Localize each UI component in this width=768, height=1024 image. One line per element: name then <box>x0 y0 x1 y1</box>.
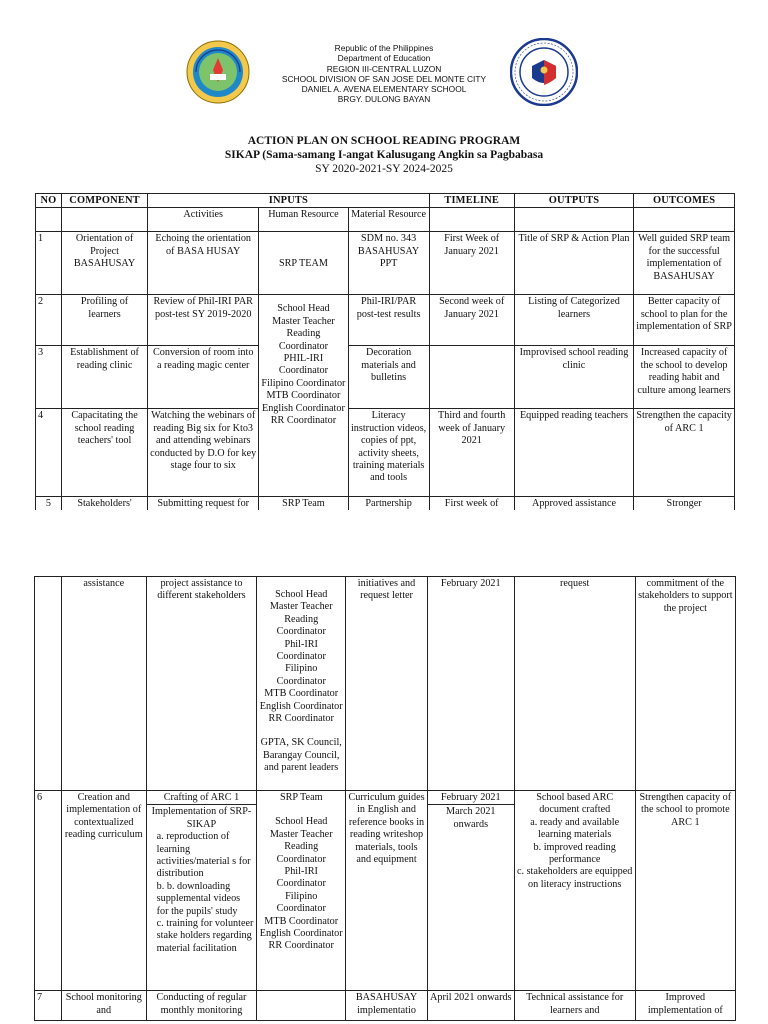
output-cell <box>514 791 635 991</box>
action-plan-table-continued <box>34 576 736 1021</box>
hr-item: Filipino Coordinator <box>276 890 326 915</box>
hr-item: Master Teacher <box>269 601 333 613</box>
timeline-cell: First week of <box>429 497 514 511</box>
hr-item: English Coordinator <box>259 700 343 712</box>
outcome-cell: Better capacity of school to plan for the implementation of SRP <box>634 295 735 346</box>
output-item: a. ready and available learning materials <box>530 816 620 841</box>
hr-item: Phil-IRI Coordinator <box>276 638 326 663</box>
hr-item: Filipino Coordinator <box>276 663 326 687</box>
timeline-cell: February 2021 <box>427 577 514 791</box>
letterhead-line: DANIEL A. AVENA ELEMENTARY SCHOOL <box>301 84 467 95</box>
letterhead-line: Department of Education <box>337 53 431 64</box>
table-row <box>36 232 735 295</box>
activity-cell: Conversion of room into a reading magic center <box>148 346 259 409</box>
output-cell: request <box>514 577 635 791</box>
activity-cell: Echoing the orientation of BASA HUSAY <box>148 232 259 295</box>
hr-item: MTB Coordinator <box>266 390 341 402</box>
table-cell <box>36 208 62 232</box>
table-cell <box>429 208 514 232</box>
outcome-cell: Strengthen capacity of the school to promote ARC 1 <box>635 791 735 991</box>
timeline-cell: Second week of January 2021 <box>429 295 514 346</box>
table-cell <box>35 577 62 791</box>
material-cell: SDM no. 343 BASAHUSAY PPT <box>348 232 429 295</box>
hr-item: MTB Coordinator <box>264 688 339 700</box>
component-cell: School monitoring and <box>61 991 146 1021</box>
outcome-cell: Improved implementation of <box>635 991 735 1021</box>
program-name: SIKAP (Sama-samang I-angat Kalusugang Angkin sa Pagbabasa <box>224 149 544 161</box>
material-cell: Phil-IRI/PAR post-test results <box>348 295 429 346</box>
row-number: 7 <box>35 991 62 1021</box>
material-cell: initiatives and request letter <box>346 577 428 791</box>
component-cell: assistance <box>61 577 146 791</box>
deped-seal-logo <box>510 38 578 106</box>
timeline-cell: February 2021 <box>427 791 514 805</box>
school-year: SY 2020-2021-SY 2024-2025 <box>315 163 453 175</box>
hr-item: RR Coordinator <box>268 713 334 725</box>
material-cell: BASAHUSAY implementatio <box>346 991 428 1021</box>
header-outputs: OUTPUTS <box>514 194 633 208</box>
row-number: 3 <box>36 346 62 409</box>
timeline-cell <box>429 346 514 409</box>
subheader-human-resource: Human Resource <box>259 208 348 232</box>
hr-item: Phil-IRI Coordinator <box>276 866 326 890</box>
letterhead-line: BRGY. DULONG BAYAN <box>337 94 431 105</box>
material-cell: Decoration materials and bulletins <box>348 346 429 409</box>
timeline-cell: First Week of January 2021 <box>429 232 514 295</box>
output-cell: Approved assistance <box>514 497 633 511</box>
activity-item: c. training for volunteer stake holders regarding material facilitation <box>156 918 254 954</box>
table-cell <box>61 208 147 232</box>
action-plan-table <box>35 193 735 512</box>
table-cell <box>634 208 735 232</box>
outcome-cell: commitment of the stakeholders to support the project <box>635 577 735 791</box>
output-cell: Listing of Categorized learners <box>514 295 633 346</box>
hr-item: Master Teacher <box>269 828 333 840</box>
output-item: c. stakeholders are equipped on literacy instructions <box>516 866 633 890</box>
hr-item: RR Coordinator <box>268 940 334 952</box>
table-cell <box>514 208 633 232</box>
output-cell: Technical assistance for learners and <box>514 991 635 1021</box>
letterhead-line: SCHOOL DIVISION OF SAN JOSE DEL MONTE CITY <box>281 73 487 84</box>
hr-stakeholders: GPTA, SK Council, Barangay Council, and parent leaders <box>260 737 342 774</box>
output-item: b. improved reading performance <box>533 841 616 866</box>
hr-item: PHIL-IRI Coordinator <box>278 353 329 377</box>
table-row <box>35 577 736 791</box>
school-seal-logo <box>186 40 250 104</box>
row-number: 5 <box>36 497 62 511</box>
hr-srp-team: SRP TEAM <box>259 232 348 295</box>
letterhead-line: REGION III-CENTRAL LUZON <box>326 63 442 74</box>
letterhead-line: Republic of the Philippines <box>334 43 434 53</box>
hr-list-cell <box>257 577 346 791</box>
hr-item: Filipino Coordinator <box>261 377 346 389</box>
outcome-cell: Well guided SRP team for the successful implementation of BASAHUSAY <box>634 232 735 295</box>
outcome-cell: Increased capacity of the school to develop reading habit and culture among learners <box>634 346 735 409</box>
component-cell: Capacitating the school reading teachers' tool <box>61 409 147 497</box>
activity-cell <box>146 805 257 991</box>
table-row <box>35 791 736 805</box>
header-timeline: TIMELINE <box>429 194 514 208</box>
hr-item: Master Teacher <box>272 315 335 327</box>
hr-list-cell <box>259 295 348 497</box>
table-cell <box>257 991 346 1021</box>
activity-cell: Conducting of regular monthly monitoring <box>146 991 257 1021</box>
letterhead <box>250 43 518 105</box>
hr-item: Reading Coordinator <box>276 613 326 638</box>
hr-item: Reading Coordinator <box>278 328 329 352</box>
row-number: 2 <box>36 295 62 346</box>
row-number: 1 <box>36 232 62 295</box>
hr-list-cell <box>257 791 346 991</box>
hr-item: English Coordinator <box>259 928 343 940</box>
subheader-material-resource: Material Resource <box>348 208 429 232</box>
document-title: ACTION PLAN ON SCHOOL READING PROGRAM <box>247 135 521 147</box>
activity-cell: Crafting of ARC 1 <box>146 791 257 805</box>
hr-item: English Coordinator <box>261 402 345 414</box>
activity-title: Implementation of SRP-SIKAP <box>151 806 252 830</box>
hr-item: School Head <box>275 816 328 828</box>
table-row <box>36 409 735 497</box>
document-title-block <box>0 134 768 177</box>
activity-item: a. reproduction of learning activities/material s for distribution <box>156 831 251 880</box>
outcome-cell: Stronger <box>634 497 735 511</box>
hr-item: MTB Coordinator <box>264 915 339 927</box>
component-cell: Stakeholders' <box>61 497 147 511</box>
hr-item: School Head <box>275 589 328 600</box>
hr-cell: SRP Team <box>259 497 348 511</box>
hr-item: SRP Team <box>279 792 323 803</box>
component-cell: Orientation of Project BASAHUSAY <box>61 232 147 295</box>
header-outcomes: OUTCOMES <box>634 194 735 208</box>
activity-cell: Review of Phil-IRI PAR post-test SY 2019-2020 <box>148 295 259 346</box>
output-cell: Title of SRP & Action Plan <box>514 232 633 295</box>
table-row <box>36 346 735 409</box>
material-cell: Literacy instruction videos, copies of ppt, activity sheets, training materials and tools <box>348 409 429 497</box>
activity-cell: Watching the webinars of reading Big six for Kto3 and attending webinars conducted by D.O for key stage four to six <box>148 409 259 497</box>
hr-item: School Head <box>277 303 330 315</box>
timeline-cell: April 2021 onwards <box>427 991 514 1021</box>
timeline-cell: Third and fourth week of January 2021 <box>429 409 514 497</box>
timeline-cell: March 2021 onwards <box>427 805 514 991</box>
activity-cell: Submitting request for <box>148 497 259 511</box>
row-number: 4 <box>36 409 62 497</box>
activity-item: b. b. downloading supplemental videos for the pupils' study <box>156 880 241 917</box>
page-gap <box>0 510 768 572</box>
hr-item: Reading Coordinator <box>276 841 326 865</box>
activity-cell: project assistance to different stakeholders <box>146 577 257 791</box>
component-cell: Profiling of learners <box>61 295 147 346</box>
output-cell: Equipped reading teachers <box>514 409 633 497</box>
subheader-activities: Activities <box>148 208 259 232</box>
outcome-cell: Strengthen the capacity of ARC 1 <box>634 409 735 497</box>
table-row <box>35 991 736 1021</box>
header-inputs: INPUTS <box>148 194 429 208</box>
output-cell: Improvised school reading clinic <box>514 346 633 409</box>
component-cell: Creation and implementation of contextualized reading curriculum <box>61 791 146 991</box>
hr-item: RR Coordinator <box>270 415 337 427</box>
header-component: COMPONENT <box>61 194 147 208</box>
table-row <box>36 295 735 346</box>
material-cell: Curriculum guides in English and reference books in reading writeshop materials, tools and equipment <box>346 791 428 991</box>
row-number: 6 <box>35 791 62 991</box>
material-cell: Partnership <box>348 497 429 511</box>
component-cell: Establishment of reading clinic <box>61 346 147 409</box>
output-item: School based ARC document crafted <box>536 792 614 816</box>
header-no: NO <box>36 194 62 208</box>
